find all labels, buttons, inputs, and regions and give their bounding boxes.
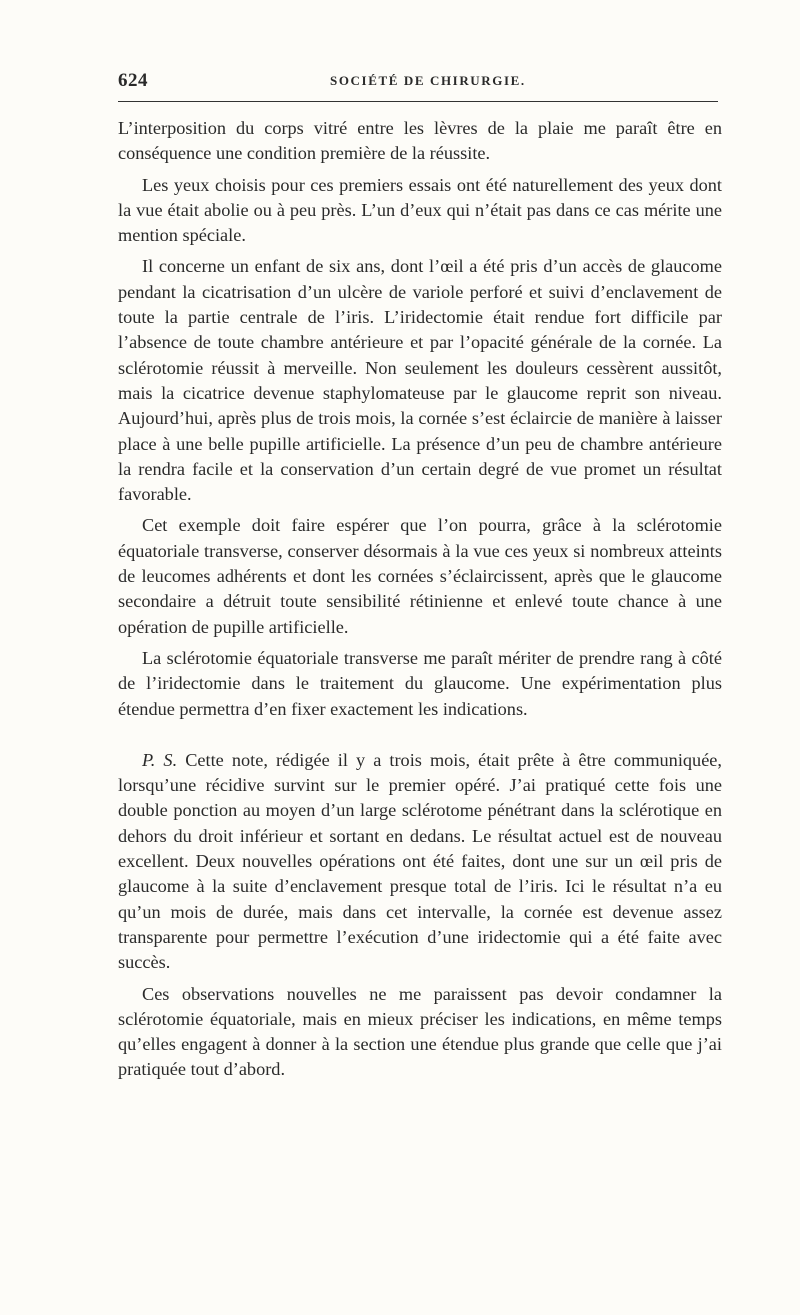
paragraph-5: La sclérotomie équatoriale transverse me paraît mériter de prendre rang à côté de l’iridectomie dans le traitement du glaucome. Une expérimentation plus étendue permettra d’en fixer exactement les indications.	[118, 647, 722, 719]
page-number: 624	[118, 70, 148, 91]
paragraph-3: Il concerne un enfant de six ans, dont l’œil a été pris d’un accès de glaucome pendant la cicatrisation d’un ulcère de variole perforé et suivi d’enclavement de toute la partie centrale de l’iris. L’iridectomie était rendue fort difficile par l’absence de toute chambre antérieure et par l’opacité générale de la cornée. La sclérotomie réussit à merveille. Non seulement les douleurs cessèrent aussitôt, mais la cicatrice devenue staphylomateuse par le glaucome reprit son niveau. Aujourd’hui, après plus de trois mois, la cornée s’est éclaircie de manière à laisser place à une belle pupille artificielle. La présence d’un peu de chambre antérieure la rendra facile et la conservation d’un certain degré de vue promet un résultat favorable.	[118, 256, 722, 505]
page-header	[118, 70, 718, 100]
header-rule	[118, 101, 718, 102]
postscript-paragraph	[118, 748, 722, 976]
running-head: SOCIÉTÉ DE CHIRURGIE.	[330, 73, 526, 88]
postscript-text: Cette note, rédigée il y a trois mois, était prête à être communiquée, lorsqu’une récidive survint sur le premier opéré. J’ai pratiqué cette fois une double ponction au moyen d’un large sclérotome pénétrant dans la sclérotique en dehors du droit inférieur et sortant en dedans. Le résultat actuel est de nouveau excellent. Deux nouvelles opérations ont été faites, dont une sur un œil pris de glaucome à la suite d’enclavement presque total de l’iris. Ici le résultat n’a eu qu’un mois de durée, mais dans cet intervalle, la cornée est devenue assez transparente pour permettre l’exécution d’une iridectomie qui a été faite avec succès.	[118, 749, 722, 973]
body-text	[118, 116, 722, 1089]
paragraph-1: L’interposition du corps vitré entre les lèvres de la plaie me paraît être en conséquence une condition première de la réussite.	[118, 118, 722, 164]
paragraph-2: Les yeux choisis pour ces premiers essais ont été naturellement des yeux dont la vue était abolie ou à peu près. L’un d’eux qui n’était pas dans ce cas mérite une mention spéciale.	[118, 174, 722, 246]
paragraph-4: Cet exemple doit faire espérer que l’on pourra, grâce à la sclérotomie équatoriale transverse, conserver désormais à la vue ces yeux si nombreux atteints de leucomes adhérents et dont les cornées s’éclaircissent, après que le glaucome secondaire a détruit toute sensibilité rétinienne et enlevé toute chance à une opération de pupille artificielle.	[118, 515, 722, 637]
closing-paragraph: Ces observations nouvelles ne me paraissent pas devoir condamner la sclérotomie équatoriale, mais en mieux préciser les indications, en même temps qu’elles engagent à donner à la section une étendue plus grande que celle que j’ai pratiquée tout d’abord.	[118, 983, 722, 1080]
postscript-label: P. S.	[142, 749, 178, 770]
